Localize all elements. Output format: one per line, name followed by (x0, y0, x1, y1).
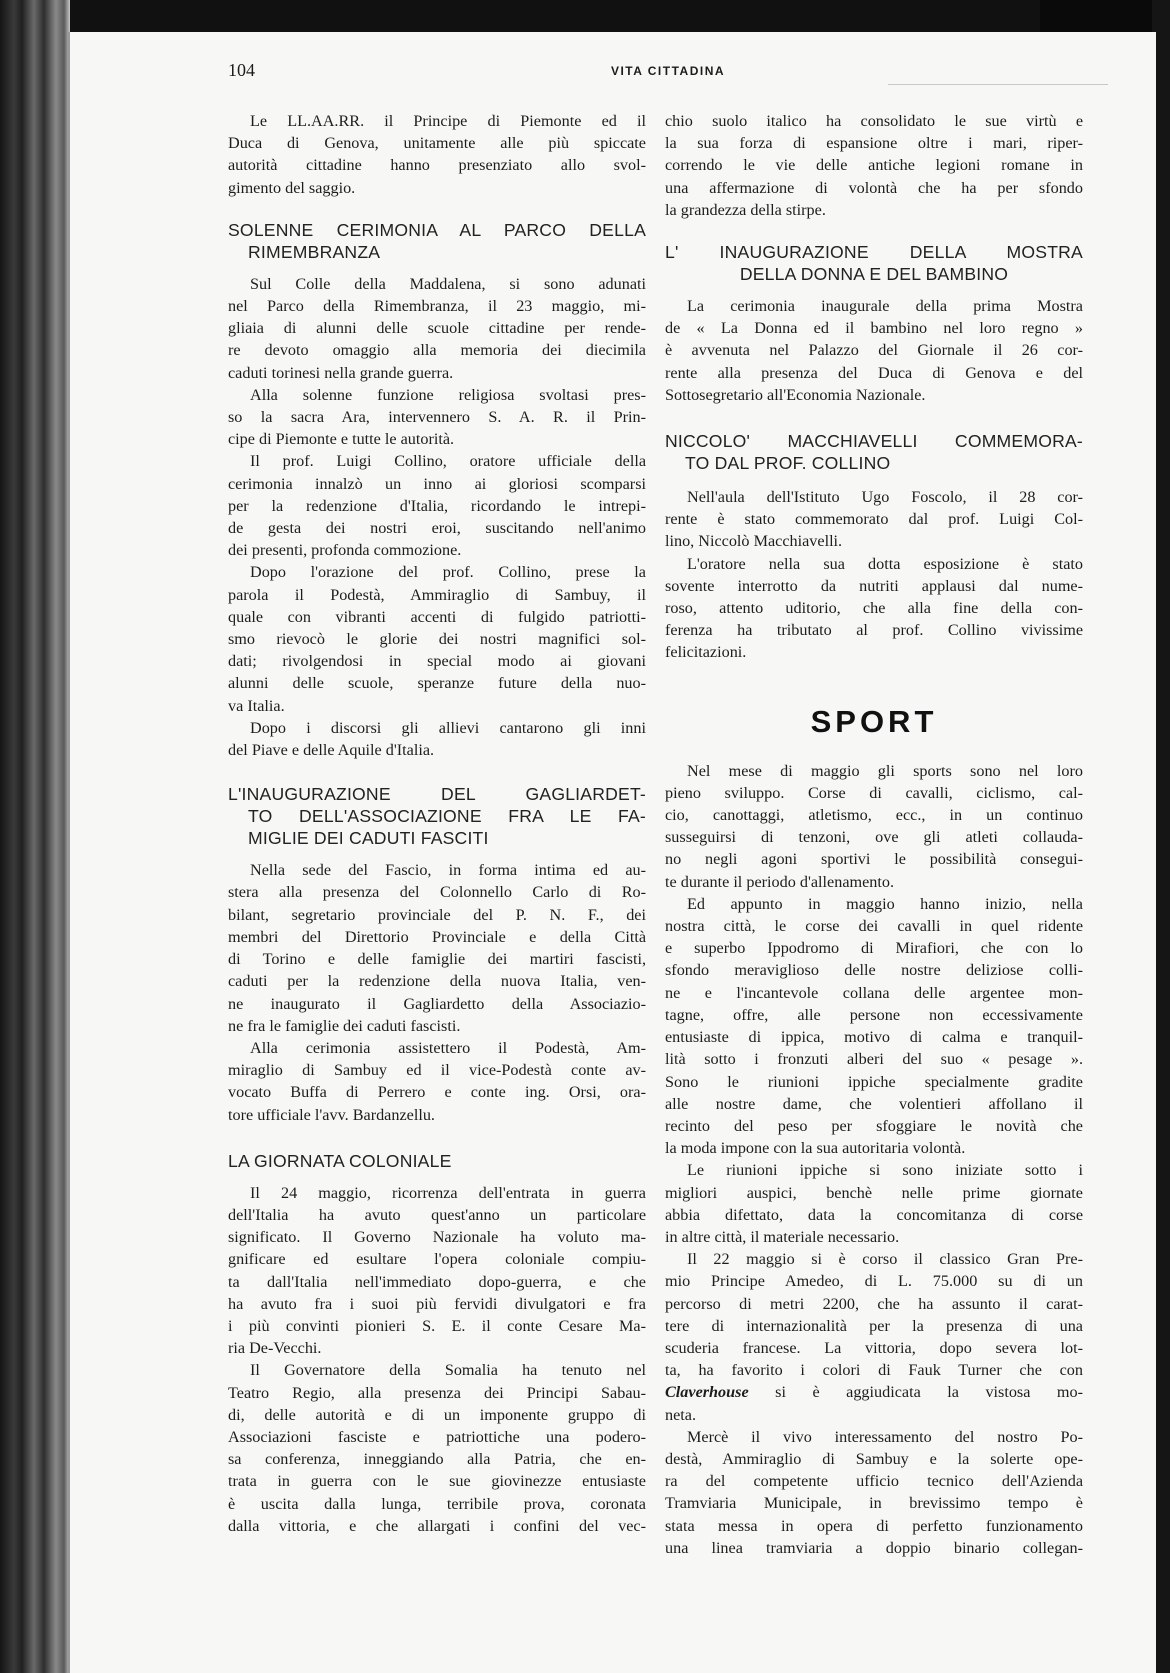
text-line: Duca di Genova, unitamente alle più spiccate (228, 134, 646, 153)
text-line: dati; rivolgendosi in special modo ai giovani (228, 652, 646, 671)
text-line: neta. (665, 1405, 697, 1424)
paragraph (665, 486, 1083, 553)
text-line: Alla cerimonia assistettero il Podestà, Am- (250, 1038, 646, 1057)
continuation-paragraph (665, 110, 1083, 221)
title-line: NICCOLO' MACCHIAVELLI COMMEMORA- (665, 431, 1083, 452)
text-line: lità sotto i fronzuti alberi del suo « pesage ». (665, 1050, 1083, 1069)
paragraph (665, 760, 1083, 893)
text-line: sfondo meraviglioso delle nostre deliziose colli- (665, 961, 1083, 980)
scan-top-edge (0, 0, 1170, 34)
text-line: tore ufficiale l'avv. Bardanzellu. (228, 1105, 435, 1124)
section-title-macchiavelli (665, 430, 1083, 474)
text-line: significato. Il Governo Nazionale ha voluto ma- (228, 1228, 646, 1247)
title-line: DELLA DONNA E DEL BAMBINO (739, 264, 1009, 285)
text-line: Alla solenne funzione religiosa svoltasi pres- (250, 385, 646, 404)
text-line: è avvenuta nel Palazzo del Giornale il 26 cor- (665, 341, 1083, 360)
paragraph-lines (665, 1248, 1083, 1381)
text-line: Il 24 maggio, ricorrenza dell'entrata in guerra (250, 1183, 646, 1202)
sport-section-title: SPORT (810, 703, 938, 739)
text-line: ta, ha favorito i colori di Fauk Turner che con (665, 1361, 1083, 1380)
text-line: membri del Direttorio Provinciale e della Città (228, 927, 646, 946)
text-line: di, delle autorità e di un imponente gruppo di (228, 1405, 646, 1424)
text-line: cerimonia innalzò un inno ai gloriosi scomparsi (228, 474, 646, 493)
text-line: Dopo l'orazione del prof. Collino, prese la (250, 563, 646, 582)
text-line: Sul Colle della Maddalena, si sono adunati (250, 274, 646, 293)
journal-title: VITA CITTADINA (610, 64, 726, 78)
title-line: TO DELL'ASSOCIAZIONE FRA LE FA- (248, 806, 646, 827)
title-line: LA GIORNATA COLONIALE (228, 1150, 452, 1171)
text-line: una affermazione di volontà che ha per sfondo (665, 178, 1083, 197)
text-line: La cerimonia inaugurale della prima Mostra (687, 297, 1083, 316)
text-line: Associazioni fasciste e patriottiche una podero- (228, 1427, 646, 1446)
text-line: la sua forza di espansione oltre i mari, riper- (665, 134, 1083, 153)
title-line: MIGLIE DEI CADUTI FASCITI (248, 828, 489, 849)
text-line: susseguirsi di tenzoni, ove gli atleti collauda- (665, 828, 1083, 847)
text-line: va Italia. (228, 696, 285, 715)
paragraph (228, 1182, 646, 1360)
text-line: di Torino e delle famiglie dei martiri fascisti, (228, 950, 646, 969)
paragraph-gran-premio (665, 1248, 1083, 1426)
text-line: la grandezza della stirpe. (665, 200, 826, 219)
title-line: L'INAUGURAZIONE DEL GAGLIARDET- (228, 784, 646, 805)
text-line: vocato Buffa di Perrero e conte ing. Orsi, ora- (228, 1083, 646, 1102)
text-line: Tramviaria Municipale, in brevissimo tempo è (665, 1494, 1083, 1513)
text-fragment: si è aggiudicata la vistosa mo- (748, 1383, 1083, 1402)
text-line: Nell'aula dell'Istituto Ugo Foscolo, il 28 cor- (687, 488, 1083, 507)
paragraph (228, 384, 646, 451)
text-line: Nel mese di maggio gli sports sono nel loro (687, 761, 1083, 780)
text-line: so la sacra Ara, intervennero S. A. R. il Prin- (228, 408, 646, 427)
text-line: trata in guerra con le sue giovinezze entusiaste (228, 1472, 646, 1491)
paragraph (228, 450, 646, 561)
text-line: dei presenti, profonda commozione. (228, 541, 462, 560)
title-line: SOLENNE CERIMONIA AL PARCO DELLA (228, 219, 646, 240)
paragraph (228, 1037, 646, 1126)
text-line: e superbo Ippodromo di Mirafiori, che con lo (665, 939, 1083, 958)
text-line: Il Governatore della Somalia ha tenuto nel (250, 1361, 646, 1380)
text-line: Teatro Regio, alla presenza dei Principi Sabau- (228, 1383, 646, 1402)
page-number: 104 (228, 60, 255, 80)
text-line: Le riunioni ippiche si sono iniziate sotto i (687, 1161, 1083, 1180)
text-line: ha avuto fra i suoi più fervidi divulgatori e fra (228, 1294, 646, 1313)
text-line: mio Principe Amedeo, di L. 75.000 su di un (665, 1272, 1083, 1291)
text-line: gimento del saggio. (228, 178, 356, 197)
paragraph (665, 295, 1083, 406)
text-line: Le LL.AA.RR. il Principe di Piemonte ed il (250, 112, 646, 130)
text-line: scuderia francese. La vittoria, dopo severa lot- (665, 1338, 1083, 1357)
paragraph (665, 893, 1083, 1159)
text-line: tagne, offre, alle persone non eccessivamente (665, 1005, 1083, 1024)
text-line: lino, Niccolò Macchiavelli. (665, 532, 843, 551)
text-line: la moda impone con la sua autoritaria volontà. (665, 1139, 966, 1158)
text-line: ria De-Vecchi. (228, 1339, 322, 1358)
text-line: sa conferenza, inneggiando alla Patria, che en- (228, 1450, 646, 1469)
paragraph (228, 717, 646, 761)
text-line: ne e l'incantevole collana delle argentee mon- (665, 983, 1083, 1002)
left-column (228, 110, 646, 1537)
text-line: i più convinti pionieri S. E. il conte Cesare Ma- (228, 1316, 646, 1335)
text-line: del Piave e delle Aquile d'Italia. (228, 741, 435, 760)
text-line: gliaia di alunni delle scuole cittadine per rende- (228, 319, 646, 338)
text-line: Nella sede del Fascio, in forma intima ed au- (250, 861, 646, 880)
text-line: no negli agoni sportivi le possibilità consegui- (665, 850, 1083, 869)
section-title-gagliardetto (228, 783, 646, 849)
text-line: migliori auspici, benchè nelle prime giornate (665, 1183, 1083, 1202)
text-line: gnificare ed esultare l'opera coloniale compiu- (228, 1250, 646, 1269)
section-title-parco (228, 219, 646, 263)
running-head (228, 60, 1108, 86)
text-line: percorso di metri 2200, che ha assunto il carat- (665, 1294, 1083, 1313)
text-line: stata messa in opera di perfetto funzionamento (665, 1516, 1083, 1535)
text-line: re devoto omaggio alla memoria dei diecimila (228, 341, 646, 360)
text-line: Il prof. Luigi Collino, oratore ufficiale della (250, 452, 646, 471)
text-line: in altre città, il materiale necessario. (665, 1227, 900, 1246)
text-line: L'oratore nella sua dotta esposizione è stato (687, 554, 1083, 573)
intro-paragraph (228, 110, 646, 199)
text-line: entusiaste di ippica, motivo di calma e tranquil- (665, 1028, 1083, 1047)
text-line: per la redenzione d'Italia, ricordando le intrepi- (228, 496, 646, 515)
text-line: parola il Podestà, Ammiraglio di Sambuy, il (228, 585, 646, 604)
text-line: pieno sviluppo. Corse di cavalli, ciclismo, cal- (665, 783, 1083, 802)
text-line: rente alla presenza del Duca di Genova e del (665, 363, 1083, 382)
text-line: Dopo i discorsi gli allievi cantarono gli inni (250, 718, 646, 737)
header-rule (888, 84, 1108, 85)
text-line: autorità cittadine hanno presenziato allo svol- (228, 156, 646, 175)
text-line: ne fra le famiglie dei caduti fascisti. (228, 1016, 461, 1035)
text-line: te durante il periodo d'allenamento. (665, 872, 895, 891)
paragraph (665, 553, 1083, 664)
text-line: correndo le vie delle antiche legioni romane in (665, 156, 1083, 175)
text-line: miraglio di Sambuy ed il vice-Podestà conte av- (228, 1061, 646, 1080)
text-line: cipe di Piemonte e tutte le autorità. (228, 430, 455, 449)
text-line: abbia difettato, data la concomitanza di corse (665, 1205, 1083, 1224)
horse-name: Claverhouse (665, 1383, 749, 1402)
text-line: ne inaugurato il Gagliardetto della Associazio- (228, 994, 646, 1013)
book-binding-edge (0, 0, 70, 1673)
text-line: Mercè il vivo interessamento del nostro Po- (687, 1427, 1083, 1446)
section-title-coloniale (228, 1150, 646, 1172)
text-line: rente è stato commemorato dal prof. Luigi Col- (665, 510, 1083, 529)
paragraph (665, 1159, 1083, 1248)
text-line: dell'Italia ha avuto quest'anno un particolare (228, 1205, 646, 1224)
text-line: recinto del peso per sfoggiare le novità che (665, 1116, 1083, 1135)
text-line: cio, canottaggi, atletismo, ecc., in un continuo (665, 806, 1083, 825)
text-line: chio suolo italico ha consolidato le sue virtù e (665, 112, 1083, 130)
paragraph (665, 1426, 1083, 1559)
text-line: Ed appunto in maggio hanno inizio, nella (687, 894, 1083, 913)
right-column (665, 110, 1083, 1559)
title-line: TO DAL PROF. COLLINO (685, 453, 891, 474)
text-line: alunni delle scuole, speranze future della nuo- (228, 674, 646, 693)
title-line: L' INAUGURAZIONE DELLA MOSTRA (665, 242, 1083, 263)
text-line: Sono le riunioni ippiche specialmente gradite (665, 1072, 1083, 1091)
text-line: de gesta dei nostri eroi, suscitando nell'animo (228, 519, 646, 538)
text-line: è uscita dalla lunga, terribile prova, coronata (228, 1494, 646, 1513)
text-line (665, 1381, 1083, 1403)
text-line: bilant, segretario provinciale del P. N. F., dei (228, 905, 646, 924)
text-line: stera alla presenza del Colonnello Carlo di Ro- (228, 883, 646, 902)
paragraph (228, 273, 646, 384)
text-line: Sottosegretario all'Economia Nazionale. (665, 385, 926, 404)
text-line: Il 22 maggio si è corso il classico Gran Pre- (687, 1250, 1083, 1269)
text-line: smo rievocò le glorie dei nostri magnifici sol- (228, 630, 646, 649)
text-line: quale con vibranti accenti di fulgido patriotti- (228, 607, 646, 626)
text-line: alle nostre dame, che volentieri affollano il (665, 1094, 1083, 1113)
text-line: una linea tramviaria a doppio binario collegan- (665, 1538, 1083, 1557)
text-line: roso, attento uditorio, che alla fine della con- (665, 599, 1083, 618)
paragraph (228, 561, 646, 716)
text-line: ta dall'Italia nell'immediato dopo-guerra, e che (228, 1272, 646, 1291)
paragraph (228, 1359, 646, 1537)
title-line: RIMEMBRANZA (248, 241, 381, 262)
text-line: ra del competente ufficio tecnico dell'Azienda (665, 1472, 1083, 1491)
text-line: tere di internazionalità per la presenza di una (665, 1316, 1083, 1335)
text-line: caduti per la redenzione della nuova Italia, ven- (228, 972, 646, 991)
text-line: nel Parco della Rimembranza, il 23 maggio, mi- (228, 297, 646, 316)
text-line: destà, Ammiraglio di Sambuy e la solerte ope- (665, 1449, 1083, 1468)
text-line: caduti torinesi nella grande guerra. (228, 363, 454, 382)
section-title-mostra (665, 241, 1083, 285)
paragraph (228, 859, 646, 1037)
text-line: sovente interrotto da nutriti applausi dal nume- (665, 576, 1083, 595)
text-line: de « La Donna ed il bambino nel loro regno » (665, 319, 1083, 338)
text-line: nostra città, le corse dei cavalli in quel ridente (665, 917, 1083, 936)
text-line: ferenza ha tributato al prof. Collino vivissime (665, 621, 1083, 640)
text-line: dalla vittoria, e che allargati i confini del vec- (228, 1516, 646, 1535)
text-line: felicitazioni. (665, 643, 747, 662)
